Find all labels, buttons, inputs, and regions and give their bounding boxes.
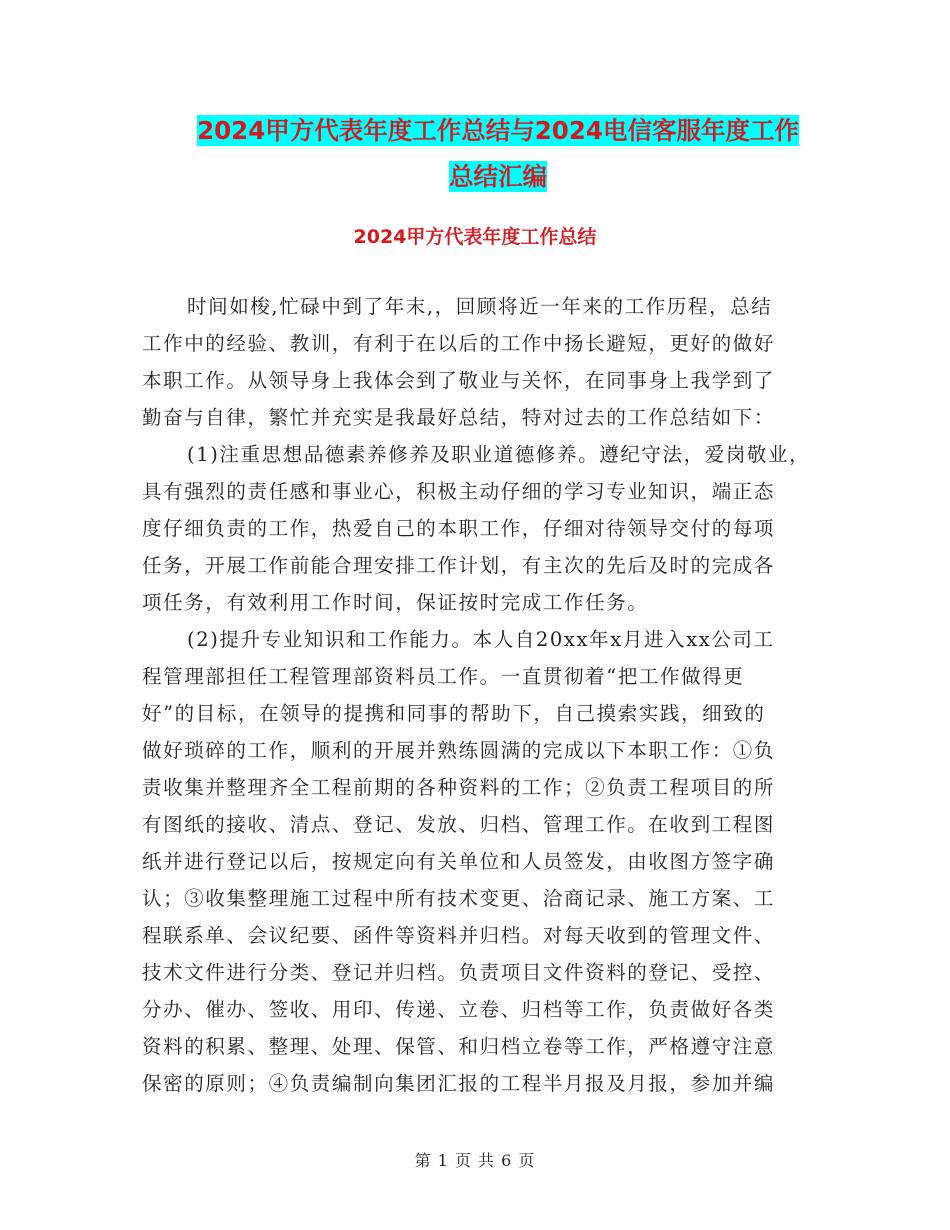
paragraph-line: 分办、催办、签收、用印、传递、立卷、归档等工作，负责做好各类 [142, 998, 776, 1021]
paragraph-line: 做好琐碎的工作，顺利的开展并熟练圆满的完成以下本职工作：①负 [142, 739, 776, 762]
section-title: 2024甲方代表年度工作总结 [353, 226, 597, 248]
body-text [142, 288, 822, 1102]
paragraph-line: 度仔细负责的工作，热爱自己的本职工作，仔细对待领导交付的每项 [142, 517, 776, 540]
paragraph-line: 保密的原则；④负责编制向集团汇报的工程半月报及月报，参加并编 [142, 1072, 776, 1095]
document-title [140, 108, 856, 200]
paragraph-line: (1)注重思想品德素养修养及职业道德修养。遵纪守法，爱岗敬业， [187, 443, 811, 466]
page-footer: 第 1 页 共 6 页 [414, 1151, 536, 1170]
title-line-2: 总结汇编 [449, 162, 547, 191]
paragraph-line: 程管理部担任工程管理部资料员工作。一直贯彻着“把工作做得更 [142, 665, 745, 688]
paragraph-line: 勤奋与自律，繁忙并充实是我最好总结，特对过去的工作总结如下： [142, 406, 776, 429]
paragraph-line: 认；③收集整理施工过程中所有技术变更、洽商记录、施工方案、工 [142, 887, 776, 910]
paragraph-line: 本职工作。从领导身上我体会到了敬业与关怀，在同事身上我学到了 [142, 369, 776, 392]
paragraph-line: 项任务，有效利用工作时间，保证按时完成工作任务。 [142, 591, 649, 614]
paragraph-line: (2)提升专业知识和工作能力。本人自20xx年x月进入xx公司工 [187, 628, 775, 651]
paragraph-line: 有图纸的接收、清点、登记、发放、归档、管理工作。在收到工程图 [142, 813, 776, 836]
title-line-1: 2024甲方代表年度工作总结与2024电信客服年度工作 [197, 116, 799, 145]
paragraph-line: 时间如梭,忙碌中到了年末,，回顾将近一年来的工作历程，总结 [187, 295, 773, 318]
paragraph-line: 好”的目标，在领导的提携和同事的帮助下，自己摸索实践，细致的 [142, 702, 766, 725]
paragraph-line: 责收集并整理齐全工程前期的各种资料的工作；②负责工程项目的所 [142, 776, 776, 799]
paragraph-line: 工作中的经验、教训，有利于在以后的工作中扬长避短，更好的做好 [142, 332, 776, 355]
paragraph-line: 具有强烈的责任感和事业心，积极主动仔细的学习专业知识，端正态 [142, 480, 776, 503]
paragraph-line: 纸并进行登记以后，按规定向有关单位和人员签发，由收图方签字确 [142, 850, 776, 873]
paragraph-line: 程联系单、会议纪要、函件等资料并归档。对每天收到的管理文件、 [142, 924, 776, 947]
paragraph-line: 资料的积累、整理、处理、保管、和归档立卷等工作，严格遵守注意 [142, 1035, 776, 1058]
paragraph-line: 技术文件进行分类、登记并归档。负责项目文件资料的登记、受控、 [142, 961, 776, 984]
paragraph-line: 任务，开展工作前能合理安排工作计划，有主次的先后及时的完成各 [142, 554, 776, 577]
